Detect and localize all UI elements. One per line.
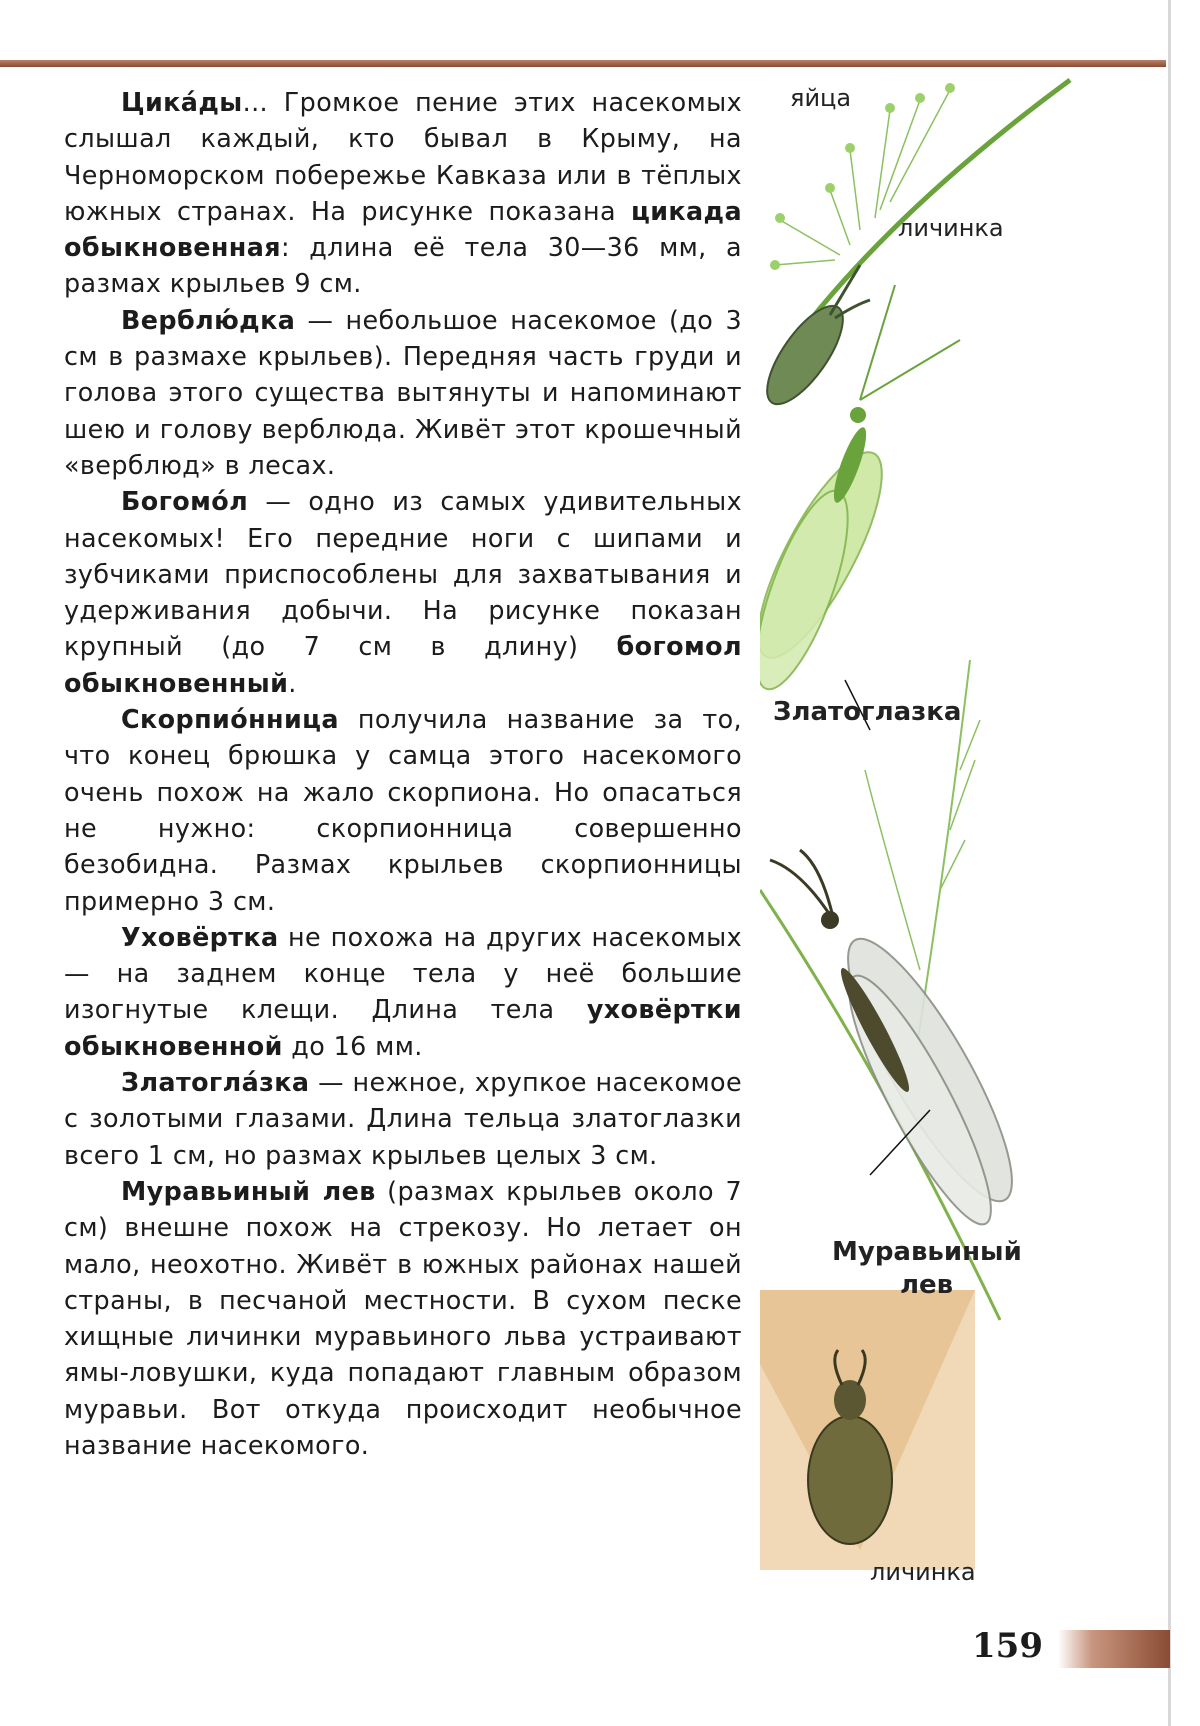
header-rule — [0, 60, 1166, 67]
page-edge — [1168, 0, 1171, 1726]
antlion-larva-illustration — [760, 1290, 975, 1570]
label-larva-top: личинка — [898, 214, 1004, 242]
label-eggs: яйца — [790, 84, 852, 112]
paragraph-antlion: Муравьиный лев (размах крыльев около 7 см) внешне похож на стрекозу. Но летает он мало, неохотно. Живёт в южных районах нашей страны, в песчаной местности. В сухом песке хищные личинки муравьиного льва устраивают ямы-ловушки, куда попадают главным образом муравьи. Вот откуда происходит необычное название насекомого. — [64, 1175, 742, 1460]
label-antlion-1: Муравьиный — [832, 1237, 1022, 1267]
label-lacewing: Златоглазка — [773, 697, 962, 727]
illustration-panel — [760, 70, 1110, 1630]
page-number-bar — [1058, 1630, 1170, 1668]
label-antlion-2: лев — [900, 1270, 954, 1300]
paragraph-mantis: Богомо́л — одно из самых удивительных насекомых! Его передние ноги с шипами и зубчиками приспособлены для захватывания и удерживания добычи. На рисунке показан крупный (до 7 см в длину) богомол обыкновенный. — [64, 486, 742, 698]
lacewing-larva-illustration — [760, 265, 870, 415]
paragraph-earwig: Уховёртка не похожа на других насекомых — на заднем конце тела у неё большие изогнутые клещи. Длина тела уховёртки обыкновенной до 16 мм. — [64, 921, 742, 1061]
text-column — [64, 84, 742, 1463]
paragraph-cicada: Цика́ды... Громкое пение этих насекомых слышал каждый, кто бывал в Крыму, на Черноморском побережье Кавказа или в тёплых южных странах. На рисунке показана цикада обыкновенная: длина её тела 30—36 мм, а размах крыльев 9 см. — [64, 87, 742, 299]
antlion-adult-illustration — [760, 660, 1038, 1320]
paragraph-snakefly: Верблю́дка — небольшое насекомое (до 3 см в размахе крыльев). Передняя часть груди и голова этого существа вытянуты и напоминают шею и голову верблюда. Живёт этот крошечный «верблюд» в лесах. — [64, 304, 742, 480]
paragraph-scorpionfly: Скорпио́нница получила название за то, что конец брюшка у самца этого насекомого очень похож на жало скорпиона. Но опасаться не нужно: скорпионница совершенно безобидна. Размах крыльев скорпионницы примерно 3 см. — [64, 704, 742, 916]
paragraph-lacewing: Златогла́зка — нежное, хрупкое насекомое с золотыми глазами. Длина тельца златоглазки всего 1 см, но размах крыльев целых 3 см. — [64, 1067, 742, 1170]
page-number: 159 — [972, 1626, 1043, 1666]
label-larva-bottom: личинка — [870, 1558, 976, 1586]
